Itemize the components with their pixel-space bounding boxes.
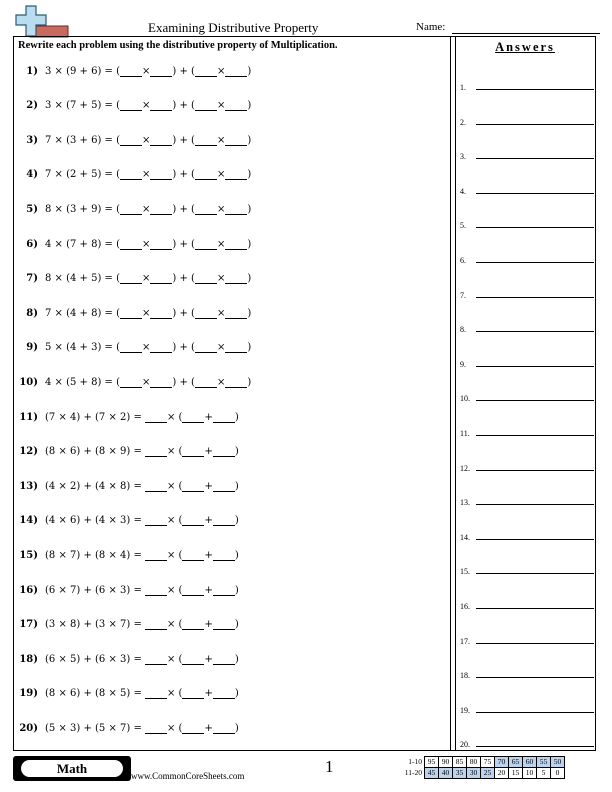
answer-row [460, 389, 594, 403]
answer-row [460, 182, 594, 196]
answer-row [460, 251, 594, 265]
answer-number: 11. [460, 429, 470, 438]
operator: × [216, 376, 226, 388]
answer-row [460, 216, 594, 230]
answer-blank[interactable] [195, 204, 217, 215]
operator: × ( [167, 515, 183, 527]
answer-blank[interactable] [120, 273, 142, 284]
problem-row [18, 201, 251, 217]
problem-row [18, 132, 251, 148]
answer-blank[interactable] [150, 135, 172, 146]
score-cell: 30 [467, 768, 481, 779]
operator: ) [247, 203, 252, 215]
operator: + [204, 584, 213, 596]
operator: × [142, 100, 151, 112]
problem-expression: (4 × 2) + (4 × 8) = [45, 480, 145, 492]
answer-blank[interactable] [225, 377, 247, 388]
answer-blank[interactable] [120, 135, 142, 146]
answer-blank[interactable] [225, 273, 247, 284]
answer-blank[interactable] [120, 239, 142, 250]
answer-number: 17. [460, 636, 470, 646]
problem-row [18, 167, 251, 183]
operator: × [142, 65, 151, 77]
operator: ) [234, 722, 239, 734]
math-badge [13, 756, 131, 781]
score-cell: 95 [425, 757, 439, 768]
answer-number: 14. [460, 532, 470, 542]
problem-number: 14) [19, 515, 38, 527]
problem-row [18, 305, 251, 321]
problem-expression: 7 × (3 + 6) = ( [45, 134, 120, 146]
operator: ) [234, 619, 239, 631]
operator: ) [247, 134, 252, 146]
score-table [398, 756, 565, 779]
problem-number: 11) [19, 411, 38, 423]
score-cell: 15 [509, 768, 523, 779]
answer-line[interactable] [476, 435, 594, 436]
answer-blank[interactable] [213, 654, 235, 665]
answer-blank[interactable] [195, 239, 217, 250]
answer-blank[interactable] [120, 169, 142, 180]
operator: × [216, 134, 226, 146]
operator: × [142, 169, 151, 181]
answer-blank[interactable] [213, 550, 235, 561]
answer-blank[interactable] [182, 515, 204, 526]
problem-number: 20) [19, 722, 38, 734]
operator: ) + ( [172, 169, 195, 181]
operator: ) [234, 515, 239, 527]
score-cell: 75 [481, 757, 495, 768]
answer-blank[interactable] [120, 377, 142, 388]
answer-blank[interactable] [195, 135, 217, 146]
answer-blank[interactable] [145, 446, 167, 457]
operator: × [142, 307, 151, 319]
problem-row [18, 63, 251, 79]
operator: ) [234, 549, 239, 561]
answer-blank[interactable] [195, 100, 217, 111]
operator: + [204, 722, 213, 734]
answer-row [460, 666, 594, 680]
problem-number: 6) [26, 238, 38, 250]
answer-blank[interactable] [195, 308, 217, 319]
answer-number: 20. [460, 740, 470, 750]
answer-blank[interactable] [225, 66, 247, 77]
answer-line[interactable] [476, 331, 594, 332]
problem-number: 18) [19, 653, 38, 665]
answer-blank[interactable] [120, 100, 142, 111]
answer-row [460, 113, 594, 127]
answer-number: 13. [460, 498, 470, 508]
worksheet-title: Examining Distributive Property [148, 20, 319, 35]
operator: ) + ( [172, 238, 195, 250]
answer-blank[interactable] [195, 342, 217, 353]
problem-expression: (8 × 6) + (8 × 9) = [45, 446, 145, 458]
answer-blank[interactable] [120, 66, 142, 77]
answer-blank[interactable] [150, 377, 172, 388]
operator: ) + ( [172, 273, 195, 285]
problem-expression: 3 × (7 + 5) = ( [45, 100, 120, 112]
problem-number: 19) [19, 688, 38, 700]
operator: + [204, 688, 213, 700]
website-link[interactable]: www.CommonCoreSheets.com [131, 771, 245, 781]
operator: × [142, 273, 151, 285]
answer-row [460, 355, 594, 369]
answer-blank[interactable] [145, 412, 167, 423]
answer-blank[interactable] [225, 100, 247, 111]
operator: ) + ( [172, 203, 195, 215]
score-cell: 35 [453, 768, 467, 779]
answer-blank[interactable] [195, 169, 217, 180]
operator: ) + ( [172, 307, 195, 319]
answer-blank[interactable] [213, 619, 235, 630]
answer-blank[interactable] [145, 515, 167, 526]
problem-row [18, 374, 251, 390]
answer-line[interactable] [476, 608, 594, 609]
score-row [398, 757, 565, 768]
answer-blank[interactable] [195, 273, 217, 284]
answer-blank[interactable] [213, 515, 235, 526]
problem-row [18, 582, 239, 598]
answer-line[interactable] [476, 504, 594, 505]
operator: ) + ( [172, 100, 195, 112]
operator: × [216, 342, 226, 354]
problem-expression: (3 × 8) + (3 × 7) = [45, 619, 145, 631]
problem-number: 8) [26, 307, 38, 319]
answer-blank[interactable] [213, 446, 235, 457]
operator: ) + ( [172, 65, 195, 77]
answer-blank[interactable] [225, 135, 247, 146]
operator: ) [247, 342, 252, 354]
operator: + [204, 446, 213, 458]
problem-number: 12) [19, 446, 38, 458]
problem-expression: (8 × 7) + (8 × 4) = [45, 549, 145, 561]
answer-blank[interactable] [182, 550, 204, 561]
answer-blank[interactable] [225, 308, 247, 319]
problem-expression: (8 × 6) + (8 × 5) = [45, 688, 145, 700]
answer-blank[interactable] [145, 654, 167, 665]
operator: × [142, 342, 151, 354]
score-cell: 60 [523, 757, 537, 768]
problem-expression: 5 × (4 + 3) = ( [45, 342, 120, 354]
operator: ) [247, 238, 252, 250]
answer-line[interactable] [476, 712, 594, 713]
problem-expression: 4 × (5 + 8) = ( [45, 376, 120, 388]
answer-blank[interactable] [150, 169, 172, 180]
answer-blank[interactable] [150, 66, 172, 77]
answer-row [460, 562, 594, 576]
score-cell: 25 [481, 768, 495, 779]
answer-row [460, 320, 594, 334]
answer-blank[interactable] [150, 204, 172, 215]
answer-blank[interactable] [225, 342, 247, 353]
score-cell: 0 [551, 768, 565, 779]
operator: × [216, 65, 226, 77]
operator: + [204, 515, 213, 527]
operator: × ( [167, 722, 183, 734]
problem-expression: 4 × (7 + 8) = ( [45, 238, 120, 250]
answer-blank[interactable] [225, 169, 247, 180]
operator: × ( [167, 446, 183, 458]
answer-row [460, 493, 594, 507]
operator: ) [247, 307, 252, 319]
problem-row [18, 409, 239, 425]
page-number: 1 [325, 757, 334, 776]
score-row [398, 768, 565, 779]
operator: ) + ( [172, 342, 195, 354]
answer-line[interactable] [476, 193, 594, 194]
answer-number: 3. [460, 152, 466, 162]
operator: × [216, 169, 226, 181]
operator: × [216, 273, 226, 285]
name-field-line[interactable] [452, 33, 600, 34]
operator: × ( [167, 653, 183, 665]
answers-divider [450, 36, 456, 751]
answer-row [460, 459, 594, 473]
operator: × ( [167, 584, 183, 596]
score-cell: 85 [453, 757, 467, 768]
answer-blank[interactable] [213, 481, 235, 492]
answer-blank[interactable] [225, 204, 247, 215]
operator: × ( [167, 619, 183, 631]
operator: × [142, 376, 151, 388]
answer-blank[interactable] [213, 585, 235, 596]
answer-number: 9. [460, 359, 466, 369]
score-cell: 80 [467, 757, 481, 768]
answer-blank[interactable] [182, 446, 204, 457]
answer-blank[interactable] [182, 619, 204, 630]
problem-row [18, 236, 251, 252]
problem-expression: 7 × (4 + 8) = ( [45, 307, 120, 319]
operator: ) [234, 688, 239, 700]
score-cell: 55 [537, 757, 551, 768]
problem-row [18, 271, 251, 287]
answer-number: 1. [460, 83, 466, 92]
operator: + [204, 619, 213, 631]
problem-number: 1) [26, 65, 38, 77]
score-range: 11-20 [404, 768, 422, 777]
answer-blank[interactable] [213, 412, 235, 423]
answer-blank[interactable] [213, 723, 235, 734]
operator: ) [234, 480, 239, 492]
answer-row [460, 632, 594, 646]
problem-row [18, 720, 239, 736]
problem-number: 10) [19, 376, 38, 388]
answer-line[interactable] [476, 262, 594, 263]
problem-number: 9) [26, 342, 38, 354]
answer-blank[interactable] [120, 204, 142, 215]
operator: × [142, 238, 151, 250]
problem-expression: 8 × (3 + 9) = ( [45, 203, 120, 215]
problem-expression: (6 × 5) + (6 × 3) = [45, 653, 145, 665]
answer-row [460, 701, 594, 715]
answer-blank[interactable] [145, 550, 167, 561]
problem-row [18, 547, 239, 563]
answer-blank[interactable] [145, 688, 167, 699]
problem-number: 2) [26, 100, 38, 112]
problem-number: 3) [26, 134, 38, 146]
answer-line[interactable] [476, 400, 594, 401]
problem-row [18, 686, 239, 702]
answer-row [460, 735, 594, 749]
answer-number: 12. [460, 463, 470, 473]
answer-line[interactable] [476, 746, 594, 747]
problem-row [18, 617, 239, 633]
answer-blank[interactable] [182, 585, 204, 596]
score-cell: 10 [523, 768, 537, 779]
score-range: 1-10 [408, 757, 422, 766]
answer-line[interactable] [476, 297, 594, 298]
operator: ) [247, 65, 252, 77]
answer-number: 8. [460, 325, 466, 335]
score-cell: 90 [439, 757, 453, 768]
answer-blank[interactable] [145, 585, 167, 596]
answer-blank[interactable] [182, 654, 204, 665]
answer-row [460, 597, 594, 611]
operator: ) [234, 584, 239, 596]
answer-line[interactable] [476, 470, 594, 471]
operator: × [216, 203, 226, 215]
problem-row [18, 478, 239, 494]
answer-line[interactable] [476, 227, 594, 228]
score-cell: 50 [551, 757, 565, 768]
answer-blank[interactable] [213, 688, 235, 699]
answer-number: 6. [460, 256, 466, 265]
answer-line[interactable] [476, 573, 594, 574]
problem-expression: 7 × (2 + 5) = ( [45, 169, 120, 181]
answer-blank[interactable] [120, 342, 142, 353]
answer-blank[interactable] [145, 481, 167, 492]
problem-expression: 3 × (9 + 6) = ( [45, 65, 120, 77]
problem-expression: (7 × 4) + (7 × 2) = [45, 411, 145, 423]
answer-blank[interactable] [182, 412, 204, 423]
answer-blank[interactable] [150, 342, 172, 353]
problem-number: 4) [26, 169, 38, 181]
answer-blank[interactable] [182, 723, 204, 734]
answer-row [460, 528, 594, 542]
operator: × [216, 100, 226, 112]
operator: ) [234, 411, 239, 423]
answer-number: 16. [460, 602, 470, 611]
operator: ) [247, 376, 252, 388]
answer-blank[interactable] [195, 377, 217, 388]
score-cell: 20 [495, 768, 509, 779]
operator: ) + ( [172, 376, 195, 388]
operator: × [142, 203, 151, 215]
score-cell: 70 [495, 757, 509, 768]
answer-blank[interactable] [182, 481, 204, 492]
operator: × [216, 238, 226, 250]
answer-number: 10. [460, 394, 470, 404]
math-badge-label: Math [21, 760, 123, 777]
score-cell: 40 [439, 768, 453, 779]
operator: ) [247, 100, 252, 112]
problem-row [18, 651, 239, 667]
answer-line[interactable] [476, 89, 594, 90]
answer-row [460, 147, 594, 161]
answer-blank[interactable] [150, 239, 172, 250]
answer-number: 18. [460, 671, 470, 681]
operator: + [204, 411, 213, 423]
instructions: Rewrite each problem using the distributive property of Multiplication. [18, 40, 338, 51]
answer-blank[interactable] [120, 308, 142, 319]
answer-number: 4. [460, 186, 466, 196]
problem-expression: 8 × (4 + 5) = ( [45, 273, 120, 285]
problem-row [18, 98, 251, 114]
problem-number: 13) [19, 480, 38, 492]
answer-blank[interactable] [195, 66, 217, 77]
answer-row [460, 78, 594, 92]
operator: × ( [167, 549, 183, 561]
operator: ) + ( [172, 134, 195, 146]
operator: ) [247, 169, 252, 181]
operator: + [204, 480, 213, 492]
operator: ) [234, 653, 239, 665]
answer-number: 15. [460, 567, 470, 577]
score-cell: 45 [425, 768, 439, 779]
answer-line[interactable] [476, 124, 594, 125]
operator: × ( [167, 480, 183, 492]
problem-expression: (4 × 6) + (4 × 3) = [45, 515, 145, 527]
answer-line[interactable] [476, 643, 594, 644]
operator: × [216, 307, 226, 319]
footer [13, 753, 596, 783]
operator: ) [234, 446, 239, 458]
score-cell: 65 [509, 757, 523, 768]
answer-blank[interactable] [150, 100, 172, 111]
answer-line[interactable] [476, 366, 594, 367]
answer-row [460, 286, 594, 300]
answer-line[interactable] [476, 677, 594, 678]
problem-number: 5) [26, 203, 38, 215]
answer-blank[interactable] [145, 619, 167, 630]
answer-number: 19. [460, 705, 470, 715]
answer-blank[interactable] [145, 723, 167, 734]
answer-blank[interactable] [225, 239, 247, 250]
problem-expression: (5 × 3) + (5 × 7) = [45, 722, 145, 734]
answer-line[interactable] [476, 158, 594, 159]
answer-number: 2. [460, 117, 466, 127]
name-label: Name: [416, 21, 446, 33]
answer-blank[interactable] [182, 688, 204, 699]
plus-block-logo-icon [14, 4, 70, 38]
operator: + [204, 549, 213, 561]
problem-number: 15) [19, 549, 38, 561]
operator: × ( [167, 688, 183, 700]
answer-line[interactable] [476, 539, 594, 540]
operator: × [142, 134, 151, 146]
problem-expression: (6 × 7) + (6 × 3) = [45, 584, 145, 596]
operator: × ( [167, 411, 183, 423]
problem-row [18, 444, 239, 460]
problem-number: 16) [19, 584, 38, 596]
answer-number: 7. [460, 290, 466, 300]
answer-number: 5. [460, 221, 466, 231]
answers-title: Answers [495, 40, 555, 54]
answer-blank[interactable] [150, 273, 172, 284]
answer-row [460, 424, 594, 438]
problem-number: 17) [19, 619, 38, 631]
operator: + [204, 653, 213, 665]
answer-blank[interactable] [150, 308, 172, 319]
problem-row [18, 340, 251, 356]
score-cell: 5 [537, 768, 551, 779]
problem-row [18, 513, 239, 529]
operator: ) [247, 273, 252, 285]
problem-number: 7) [26, 273, 38, 285]
